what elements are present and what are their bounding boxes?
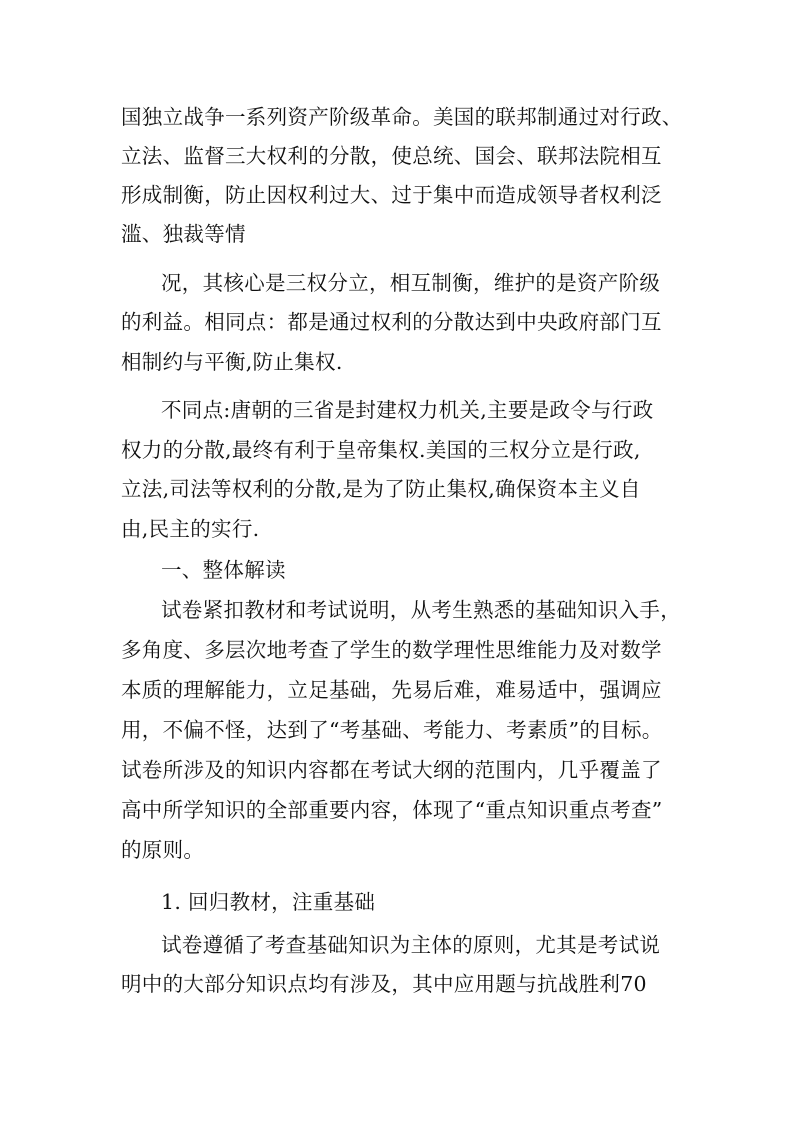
- text-line: 国独立战争一系列资产阶级革命。美国的联邦制通过对行政、: [121, 105, 683, 129]
- text-line: 本质的理解能力，立足基础，先易后难，难易适中，强调应: [121, 678, 662, 702]
- text-line: 试卷所涉及的知识内容都在考试大纲的范围内，几乎覆盖了: [121, 758, 662, 782]
- text-line: 不同点:唐朝的三省是封建权力机关,主要是政令与行政: [161, 398, 654, 422]
- text-line: 多角度、多层次地考查了学生的数学理性思维能力及对数学: [121, 638, 662, 662]
- text-line: 用，不偏不怪，达到了“考基础、考能力、考素质”的目标。: [121, 718, 663, 742]
- text-line: 滥、独裁等情: [121, 222, 246, 246]
- text-line: 的利益。相同点：都是通过权利的分散达到中央政府部门互: [121, 310, 662, 334]
- section-heading: 1. 回归教材，注重基础: [161, 890, 376, 914]
- text-line: 形成制衡，防止因权利过大、过于集中而造成领导者权利泛: [121, 183, 662, 207]
- text-line: 试卷遵循了考查基础知识为主体的原则，尤其是考试说: [161, 933, 661, 957]
- text-line: 由,民主的实行.: [121, 517, 260, 541]
- text-line: 高中所学知识的全部重要内容，体现了“重点知识重点考查”: [121, 798, 663, 822]
- text-line: 明中的大部分知识点均有涉及，其中应用题与抗战胜利70: [121, 972, 647, 996]
- text-line: 况，其核心是三权分立，相互制衡，维护的是资产阶级: [161, 271, 661, 295]
- text-line: 相制约与平衡,防止集权.: [121, 350, 343, 374]
- text-line: 权力的分散,最终有利于皇帝集权.美国的三权分立是行政,: [121, 438, 641, 462]
- text-line: 立法、监督三大权利的分散，使总统、国会、联邦法院相互: [121, 144, 662, 168]
- text-line: 的原则。: [121, 838, 205, 862]
- text-line: 试卷紧扣教材和考试说明，从考生熟悉的基础知识入手，: [161, 598, 681, 622]
- text-line: 立法,司法等权利的分散,是为了防止集权,确保资本主义自: [121, 477, 641, 501]
- section-heading: 一、整体解读: [161, 558, 286, 582]
